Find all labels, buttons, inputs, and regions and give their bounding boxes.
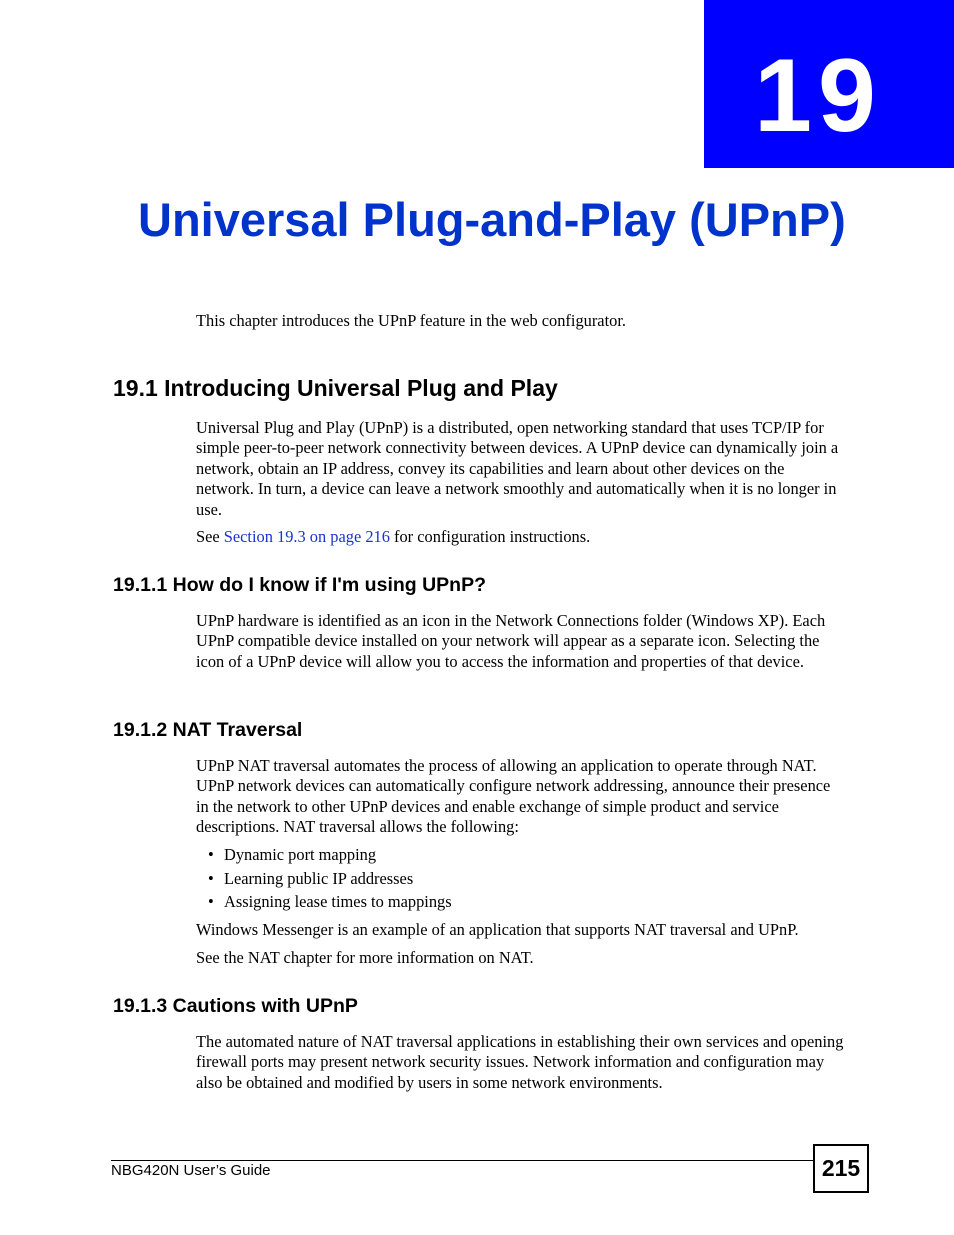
section-19-1-2-heading: 19.1.2 NAT Traversal bbox=[113, 719, 303, 741]
section-19-1-heading: 19.1 Introducing Universal Plug and Play bbox=[113, 375, 558, 401]
windows-messenger-paragraph: Windows Messenger is an example of an application that supports NAT traversal and UPnP. bbox=[196, 920, 799, 939]
see-prefix: See bbox=[196, 527, 224, 546]
section-19-1-1-paragraph: UPnP hardware is identified as an icon in the Network Connections folder (Windows XP). Each UPnP compatible device installed on your network will appear as a separate icon. Selecting the icon of a UPnP device will allow you to access the information and properties of that device. bbox=[196, 611, 826, 671]
section-19-3-link[interactable]: Section 19.3 on page 216 bbox=[223, 527, 390, 546]
section-19-1-see-line bbox=[196, 527, 846, 547]
chapter-intro: This chapter introduces the UPnP feature in the web configurator. bbox=[196, 311, 626, 330]
chapter-title: Universal Plug-and-Play (UPnP) bbox=[138, 193, 846, 246]
bullet-text: Dynamic port mapping bbox=[224, 845, 377, 864]
section-19-1-2-paragraph: UPnP NAT traversal automates the process of allowing an application to operate through NAT. UPnP network devices can automatically configure network addressing, announce their presence in the network to other UPnP devices and enable exchange of simple product and service descriptions. NAT traversal allows the following: bbox=[196, 756, 831, 837]
section-19-1-paragraph: Universal Plug and Play (UPnP) is a distributed, open networking standard that uses TCP/IP for simple peer-to-peer network connectivity between devices. A UPnP device can dynamically join a network, obtain an IP address, convey its capabilities and learn about other devices on the network. In turn, a device can leave a network smoothly and automatically when it is no longer in use. bbox=[196, 418, 839, 519]
bullet-text: Learning public IP addresses bbox=[224, 868, 414, 888]
list-item bbox=[196, 869, 452, 893]
section-19-1-1-heading: 19.1.1 How do I know if I'm using UPnP? bbox=[113, 574, 487, 596]
chapter-number: 19 bbox=[754, 38, 882, 154]
bullet-icon: • bbox=[208, 892, 214, 911]
list-item bbox=[196, 892, 452, 916]
bullet-icon: • bbox=[208, 868, 214, 888]
nat-traversal-bullet-list bbox=[196, 845, 452, 916]
page-number: 215 bbox=[813, 1144, 869, 1193]
see-suffix: for configuration instructions. bbox=[389, 527, 591, 546]
footer-divider bbox=[111, 1160, 813, 1161]
footer-guide-title: NBG420N User’s Guide bbox=[111, 1162, 271, 1179]
section-19-1-3-heading: 19.1.3 Cautions with UPnP bbox=[113, 995, 358, 1017]
bullet-text: Assigning lease times to mappings bbox=[224, 892, 452, 911]
bullet-icon: • bbox=[208, 845, 214, 864]
list-item bbox=[196, 845, 452, 869]
chapter-number-box bbox=[704, 0, 954, 168]
section-19-1-3-paragraph: The automated nature of NAT traversal applications in establishing their own services and opening firewall ports may present network security issues. Network information and configuration may also be obtained and modified by users in some network environments. bbox=[196, 1032, 844, 1092]
see-nat-chapter-paragraph: See the NAT chapter for more information on NAT. bbox=[196, 948, 534, 967]
